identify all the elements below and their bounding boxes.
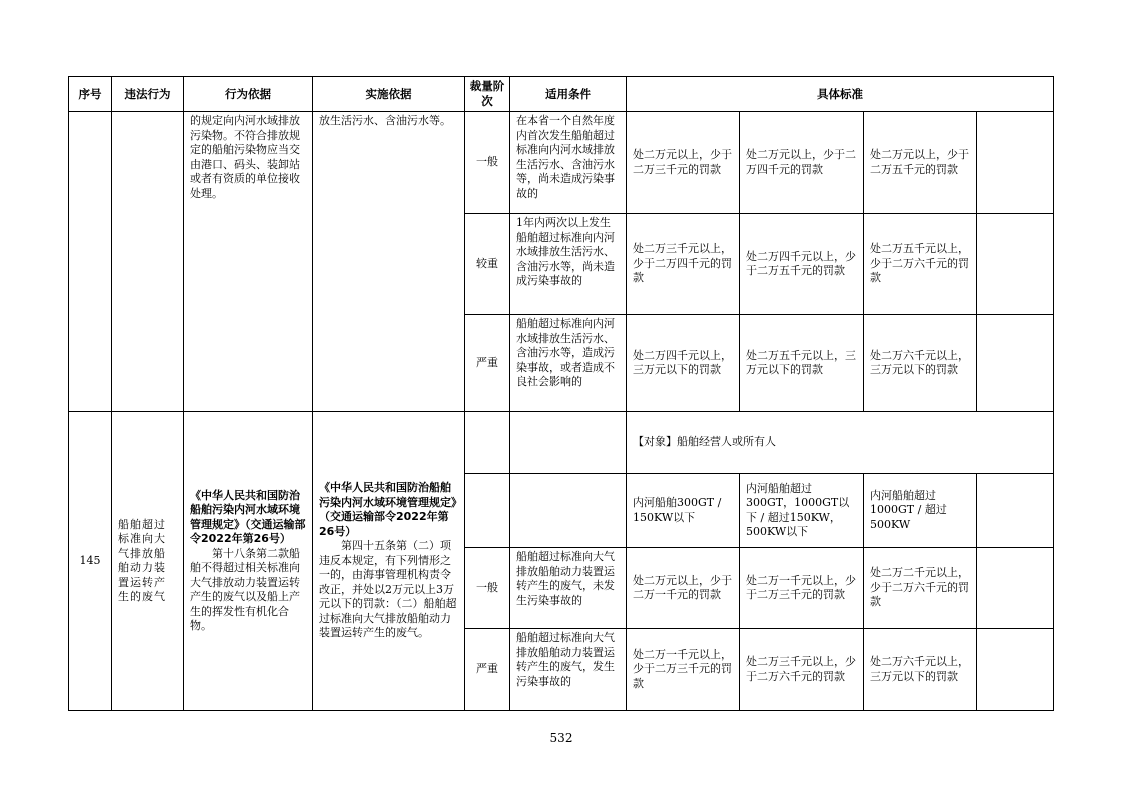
level-label: 严重: [465, 629, 510, 711]
impl-title: 《中华人民共和国防治船舶污染内河水域环境管理规定》（交通运输部令2022年第26号）: [319, 481, 457, 538]
header-seq: 序号: [69, 77, 112, 112]
row145-violation: 船舶超过标准向大气排放船舶动力装置运转产生的废气: [112, 412, 184, 711]
table-row: [69, 112, 1054, 214]
table-row: [69, 412, 1054, 474]
standard-cell: 处二万五千元以上，三万元以下的罚款: [740, 315, 864, 412]
standard-cell: 处二万元以上，少于二万一千元的罚款: [627, 548, 740, 629]
condition-cell: 船舶超过标准向大气排放船舶动力装置运转产生的废气，发生污染事故的: [510, 629, 627, 711]
blank-cell: [465, 474, 510, 548]
condition-cell: 船舶超过标准向大气排放船舶动力装置运转产生的废气，未发生污染事故的: [510, 548, 627, 629]
standard-cell: 处二万元以上，少于二万三千元的罚款: [627, 112, 740, 214]
row145-seq: 145: [69, 412, 112, 711]
level-label: 严重: [465, 315, 510, 412]
level-label: 较重: [465, 214, 510, 315]
blank-cell: [977, 548, 1054, 629]
condition-cell: 1年内两次以上发生船舶超过标准向内河水域排放生活污水、含油污水等，尚未造成污染事故的: [510, 214, 627, 315]
standard-cell: 处二万三千元以上，少于二万四千元的罚款: [627, 214, 740, 315]
standard-cell: 处二万一千元以上，少于二万三千元的罚款: [740, 548, 864, 629]
standard-cell: 处二万一千元以上，少于二万三千元的罚款: [627, 629, 740, 711]
blank-cell: [510, 412, 627, 474]
standard-cell: 处二万四千元以上，三万元以下的罚款: [627, 315, 740, 412]
impl-text: 第四十五条第（二）项违反本规定，有下列情形之一的，由海事管理机构责令改正，并处以2万元以上3万元以下的罚款：（二）船舶超过标准向大气排放船舶动力装置运转产生的废气。: [319, 539, 457, 640]
header-level: 裁量阶次: [465, 77, 510, 112]
blank-cell: [510, 474, 627, 548]
row145-basis: [184, 412, 313, 711]
standard-cell: 处二万四千元以上，少于二万五千元的罚款: [740, 214, 864, 315]
blank-cell: [977, 474, 1054, 548]
standard-cell: 处二万三千元以上，少于二万六千元的罚款: [740, 629, 864, 711]
condition-cell: 船舶超过标准向内河水域排放生活污水、含油污水等，造成污染事故，或者造成不良社会影响的: [510, 315, 627, 412]
header-condition: 适用条件: [510, 77, 627, 112]
blank-cell: [465, 412, 510, 474]
level-label: 一般: [465, 112, 510, 214]
blank-cell: [977, 214, 1054, 315]
basis-title: 《中华人民共和国防治船舶污染内河水域环境管理规定》（交通运输部令2022年第26号）: [190, 488, 306, 545]
basis-text: 第十八条第二款船舶不得超过相关标准向大气排放动力装置运转产生的废气以及船上产生的挥发性有机化合物。: [190, 546, 300, 632]
standard-cell: 处二万六千元以上，三万元以下的罚款: [864, 629, 977, 711]
row144-violation: [112, 112, 184, 412]
penalty-standards-table: [68, 76, 1054, 711]
object-cell: 【对象】船舶经营人或所有人: [627, 412, 1054, 474]
row144-impl: 放生活污水、含油污水等。: [313, 112, 465, 412]
standard-cell: 处二万元以上，少于二万五千元的罚款: [864, 112, 977, 214]
category-cell: 内河船舶超过300GT，1000GT以下 / 超过150KW，500KW以下: [740, 474, 864, 548]
row144-basis: 的规定向内河水域排放污染物。不符合排放规定的船舶污染物应当交由港口、码头、装卸站或者有资质的单位接收处理。: [184, 112, 313, 412]
header-basis: 行为依据: [184, 77, 313, 112]
header-violation: 违法行为: [112, 77, 184, 112]
header-standard: 具体标准: [627, 77, 1054, 112]
level-label: 一般: [465, 548, 510, 629]
page-number: 532: [549, 731, 573, 745]
row144-seq: [69, 112, 112, 412]
blank-cell: [977, 629, 1054, 711]
blank-cell: [977, 112, 1054, 214]
standard-cell: 处二万五千元以上，少于二万六千元的罚款: [864, 214, 977, 315]
condition-cell: 在本省一个自然年度内首次发生船舶超过标准向内河水域排放生活污水、含油污水等，尚未造成污染事故的: [510, 112, 627, 214]
header-row: [69, 77, 1054, 112]
category-cell: 内河船舶超过1000GT / 超过500KW: [864, 474, 977, 548]
blank-cell: [977, 315, 1054, 412]
header-impl: 实施依据: [313, 77, 465, 112]
category-cell: 内河船舶300GT / 150KW以下: [627, 474, 740, 548]
standard-cell: 处二万元以上，少于二万四千元的罚款: [740, 112, 864, 214]
standard-cell: 处二万六千元以上，三万元以下的罚款: [864, 315, 977, 412]
standard-cell: 处二万二千元以上，少于二万六千元的罚款: [864, 548, 977, 629]
row145-impl: [313, 412, 465, 711]
